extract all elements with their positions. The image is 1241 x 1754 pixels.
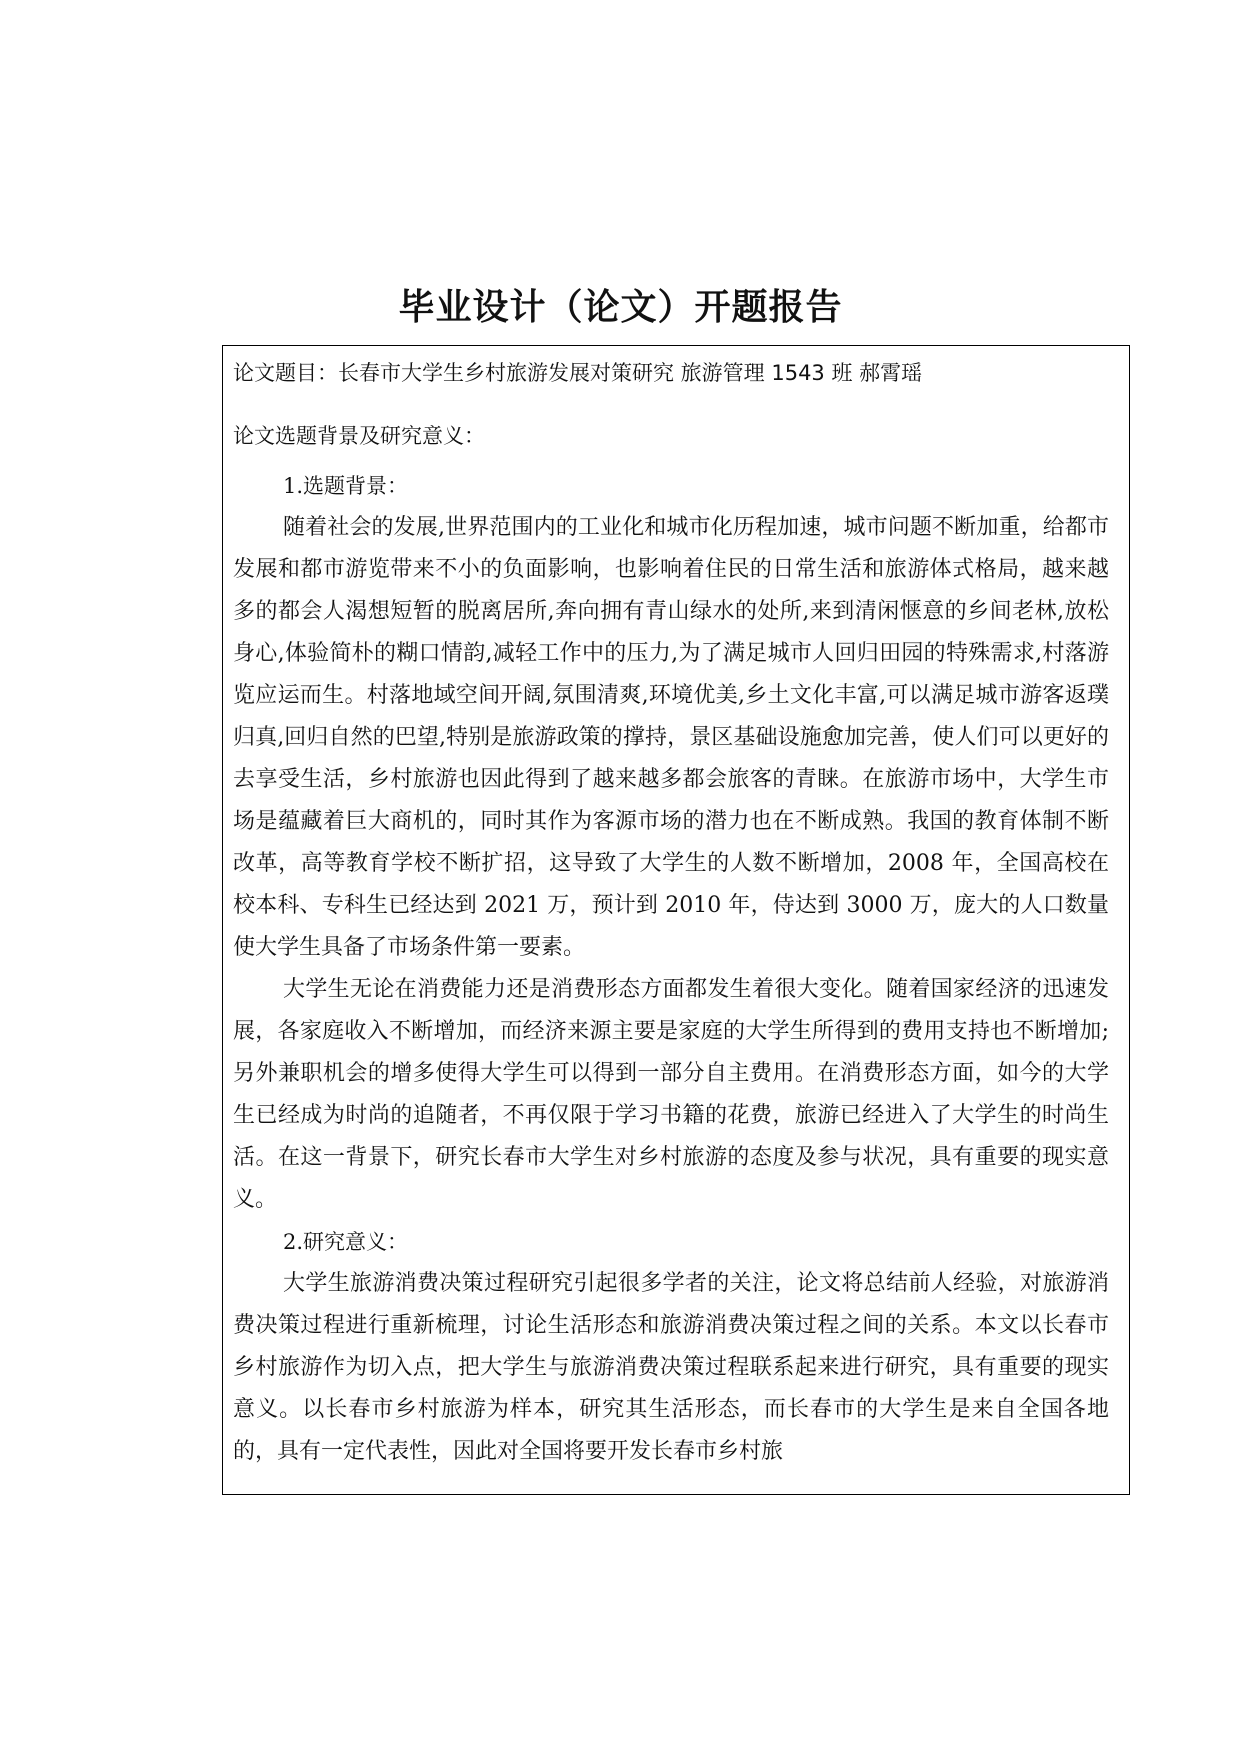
report-form-box — [222, 345, 1130, 1495]
page-title: 毕业设计（论文）开题报告 — [398, 287, 843, 328]
paragraph-background-2: 大学生无论在消费能力还是消费形态方面都发生着很大变化。随着国家经济的迅速发展，各家庭收入不断增加，而经济来源主要是家庭的大学生所得到的费用支持也不断增加;另外兼职机会的增多使得大学生可以得到一部分自主费用。在消费形态方面，如今的大学生已经成为时尚的追随者，不再仅限于学习书籍的花费，旅游已经进入了大学生的时尚生活。在这一背景下，研究长春市大学生对乡村旅游的态度及参与状况，具有重要的现实意义。 — [233, 977, 1109, 1212]
thesis-title-line: 论文题目：长春市大学生乡村旅游发展对策研究 旅游管理 1543 班 郝霄瑶 — [233, 361, 923, 385]
subsection-heading-significance: 2.研究意义： — [283, 1230, 409, 1254]
paragraph-background-1: 随着社会的发展,世界范围内的工业化和城市化历程加速，城市问题不断加重，给都市发展和都市游览带来不小的负面影响，也影响着住民的日常生活和旅游体式格局，越来越多的都会人渴想短暂的脱离居所,奔向拥有青山绿水的处所,来到清闲惬意的乡间老林,放松身心,体验简朴的糊口情韵,减轻工作中的压力,为了满足城市人回归田园的特殊需求,村落游览应运而生。村落地域空间开阔,氛围清爽,环境优美,乡土文化丰富,可以满足城市游客返璞归真,回归自然的巴望,特别是旅游政策的撑持，景区基础设施愈加完善，使人们可以更好的去享受生活，乡村旅游也因此得到了越来越多都会旅客的青睐。在旅游市场中，大学生市场是蕴藏着巨大商机的，同时其作为客源市场的潜力也在不断成熟。我国的教育体制不断改革，高等教育学校不断扩招，这导致了大学生的人数不断增加，2008 年，全国高校在校本科、专科生已经达到 2021 万，预计到 2010 年，侍达到 3000 万，庞大的人口数量使大学生具备了市场条件第一要素。 — [233, 515, 1109, 960]
report-content — [233, 354, 1109, 1473]
section-heading-background: 论文选题背景及研究意义： — [233, 424, 485, 448]
subsection-heading-background: 1.选题背景： — [283, 474, 409, 498]
paragraph-significance-1: 大学生旅游消费决策过程研究引起很多学者的关注，论文将总结前人经验，对旅游消费决策过程进行重新梳理，讨论生活形态和旅游消费决策过程之间的关系。本文以长春市乡村旅游作为切入点，把大学生与旅游消费决策过程联系起来进行研究，具有重要的现实意义。以长春市乡村旅游为样本，研究其生活形态，而长春市的大学生是来自全国各地的，具有一定代表性，因此对全国将要开发长春市乡村旅 — [233, 1271, 1109, 1464]
